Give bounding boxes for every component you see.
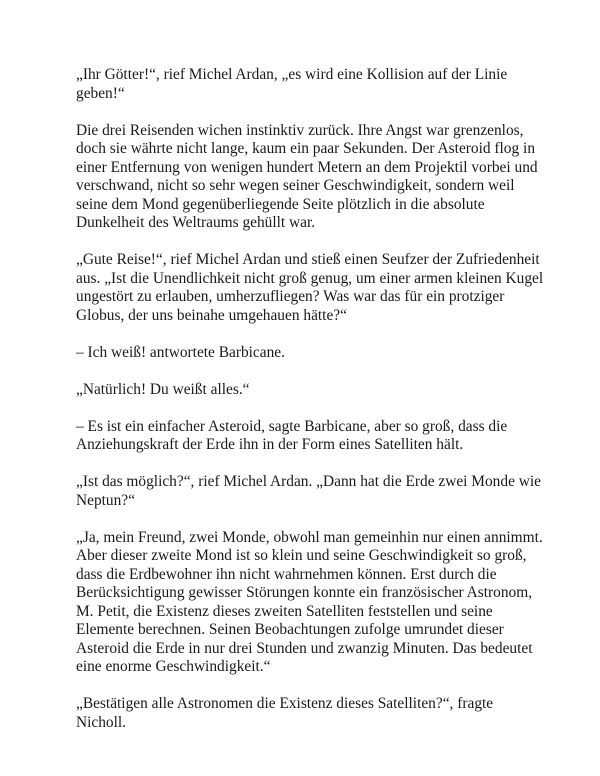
text-line: Dunkelheit des Weltraums gehüllt war.	[76, 214, 316, 231]
text-line: doch sie währte nicht lange, kaum ein paar Sekunden. Der Asteroid flog in	[76, 140, 536, 157]
text-line: „Gute Reise!“, rief Michel Ardan und stieß einen Seufzer der Zufriedenheit	[76, 251, 540, 268]
text-line: ungestört zu erlauben, umherzufliegen? Was war das für ein protziger	[76, 288, 505, 305]
text-line: geben!“	[76, 84, 125, 102]
text-line: eine enorme Geschwindigkeit.“	[76, 658, 271, 675]
text-line: aus. „Ist die Unendlichkeit nicht groß genug, um einer armen kleinen Kugel	[76, 269, 544, 287]
text-line: Aber dieser zweite Mond ist so klein und seine Geschwindigkeit so groß,	[76, 547, 527, 564]
text-line: – Es ist ein einfacher Asteroid, sagte Barbicane, aber so groß, dass die	[76, 417, 508, 435]
text-line: M. Petit, die Existenz dieses zweiten Satelliten feststellen und seine	[76, 602, 493, 620]
text-line: verschwand, nicht so sehr wegen seiner Geschwindigkeit, sondern weil	[76, 177, 515, 194]
text-line: dass die Erdbewohner ihn nicht wahrnehmen können. Erst durch die	[76, 565, 497, 583]
text-line: einer Entfernung von wenigen hundert Metern an dem Projektil vorbei und	[76, 158, 538, 176]
paragraph	[76, 528, 543, 677]
text-line: „Ist das möglich?“, rief Michel Ardan. „Dann hat die Erde zwei Monde wie	[76, 473, 541, 490]
text-line: „Ihr Götter!“, rief Michel Ardan, „es wird eine Kollision auf der Linie	[76, 66, 508, 83]
paragraph	[76, 418, 528, 455]
text-line: Globus, der uns beinahe umgehauen hätte?“	[76, 306, 347, 324]
paragraph	[76, 344, 528, 363]
paragraph	[76, 121, 538, 233]
paragraph	[76, 251, 544, 325]
paragraph	[76, 473, 541, 510]
paragraph	[76, 381, 528, 400]
document-body	[76, 66, 544, 751]
text-line: Neptun?“	[76, 491, 135, 509]
paragraph	[76, 66, 528, 103]
text-line: Anziehungskraft der Erde ihn in der Form eines Satelliten hält.	[76, 436, 464, 453]
text-line: Elemente berechnen. Seinen Beobachtungen zufolge umrundet dieser	[76, 621, 504, 638]
text-line: „Ja, mein Freund, zwei Monde, obwohl man gemeinhin nur einen annimmt.	[76, 528, 543, 546]
text-line: Die drei Reisenden wichen instinktiv zurück. Ihre Angst war grenzenlos,	[76, 121, 524, 139]
text-line: – Ich weiß! antwortete Barbicane.	[76, 343, 285, 361]
text-line: Nicholl.	[76, 713, 127, 731]
paragraph	[76, 695, 528, 732]
text-line: Asteroid die Erde in nur drei Stunden und zwanzig Minuten. Das bedeutet	[76, 639, 533, 657]
text-line: „Bestätigen alle Astronomen die Existenz dieses Satelliten?“, fragte	[76, 695, 494, 712]
text-line: „Natürlich! Du weißt alles.“	[76, 380, 250, 398]
text-line: seine dem Mond gegenüberliegende Seite plötzlich in die absolute	[76, 195, 485, 213]
text-line: Berücksichtigung gewisser Störungen konnte ein französischer Astronom,	[76, 584, 533, 601]
